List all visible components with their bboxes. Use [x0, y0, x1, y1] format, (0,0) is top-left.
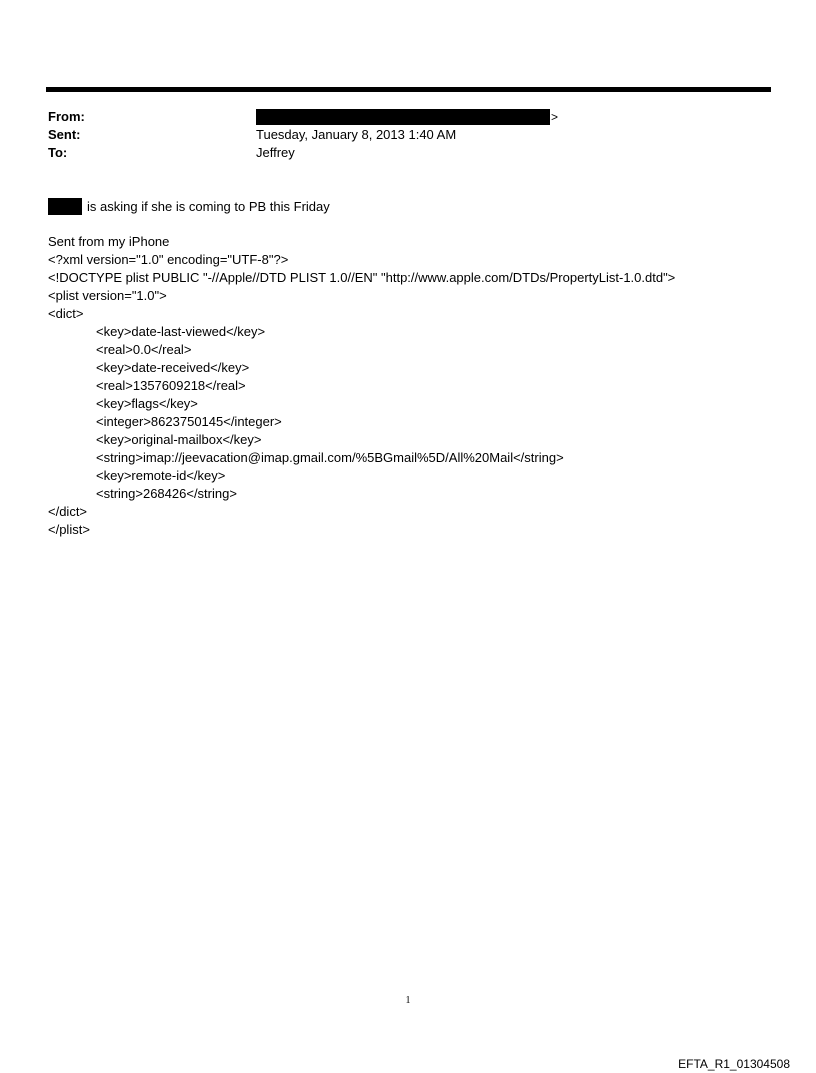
- to-row: [48, 144, 748, 162]
- header-divider: [46, 87, 771, 92]
- plist-line: <key>original-mailbox</key>: [96, 432, 262, 447]
- to-label: To:: [48, 145, 68, 160]
- redaction-box: [256, 109, 550, 125]
- message-text: is asking if she is coming to PB this Friday: [87, 199, 330, 214]
- plist-line: </plist>: [48, 522, 90, 537]
- from-label: From:: [48, 109, 85, 124]
- redaction-box: [48, 198, 82, 215]
- sent-row: [48, 126, 748, 144]
- to-value: Jeffrey: [256, 145, 295, 160]
- plist-line: <real>1357609218</real>: [96, 378, 246, 393]
- page-number: 1: [405, 995, 411, 1006]
- plist-line: <?xml version="1.0" encoding="UTF-8"?>: [48, 252, 289, 267]
- signature-line: Sent from my iPhone: [48, 234, 170, 249]
- plist-line: <string>imap://jeevacation@imap.gmail.com/%5BGmail%5D/All%20Mail</string>: [96, 450, 564, 465]
- plist-line: <key>date-last-viewed</key>: [96, 324, 266, 339]
- plist-line: <real>0.0</real>: [96, 342, 192, 357]
- message-line: [48, 198, 330, 216]
- sent-label: Sent:: [48, 127, 81, 142]
- plist-line: <key>date-received</key>: [96, 360, 250, 375]
- plist-line: <integer>8623750145</integer>: [96, 414, 282, 429]
- plist-line: <key>flags</key>: [96, 396, 198, 411]
- plist-line: <!DOCTYPE plist PUBLIC "-//Apple//DTD PLIST 1.0//EN" "http://www.apple.com/DTDs/PropertyList-1.0.dtd">: [48, 270, 676, 285]
- sent-value: Tuesday, January 8, 2013 1:40 AM: [256, 127, 457, 142]
- plist-line: <key>remote-id</key>: [96, 468, 226, 483]
- from-value: [256, 108, 558, 126]
- plist-line: <string>268426</string>: [96, 486, 237, 501]
- plist-line: <dict>: [48, 306, 84, 321]
- from-trailing-bracket: >: [551, 110, 559, 124]
- plist-line: <plist version="1.0">: [48, 288, 167, 303]
- bates-number: EFTA_R1_01304508: [678, 1057, 790, 1071]
- plist-line: </dict>: [48, 504, 88, 519]
- from-row: [48, 108, 748, 126]
